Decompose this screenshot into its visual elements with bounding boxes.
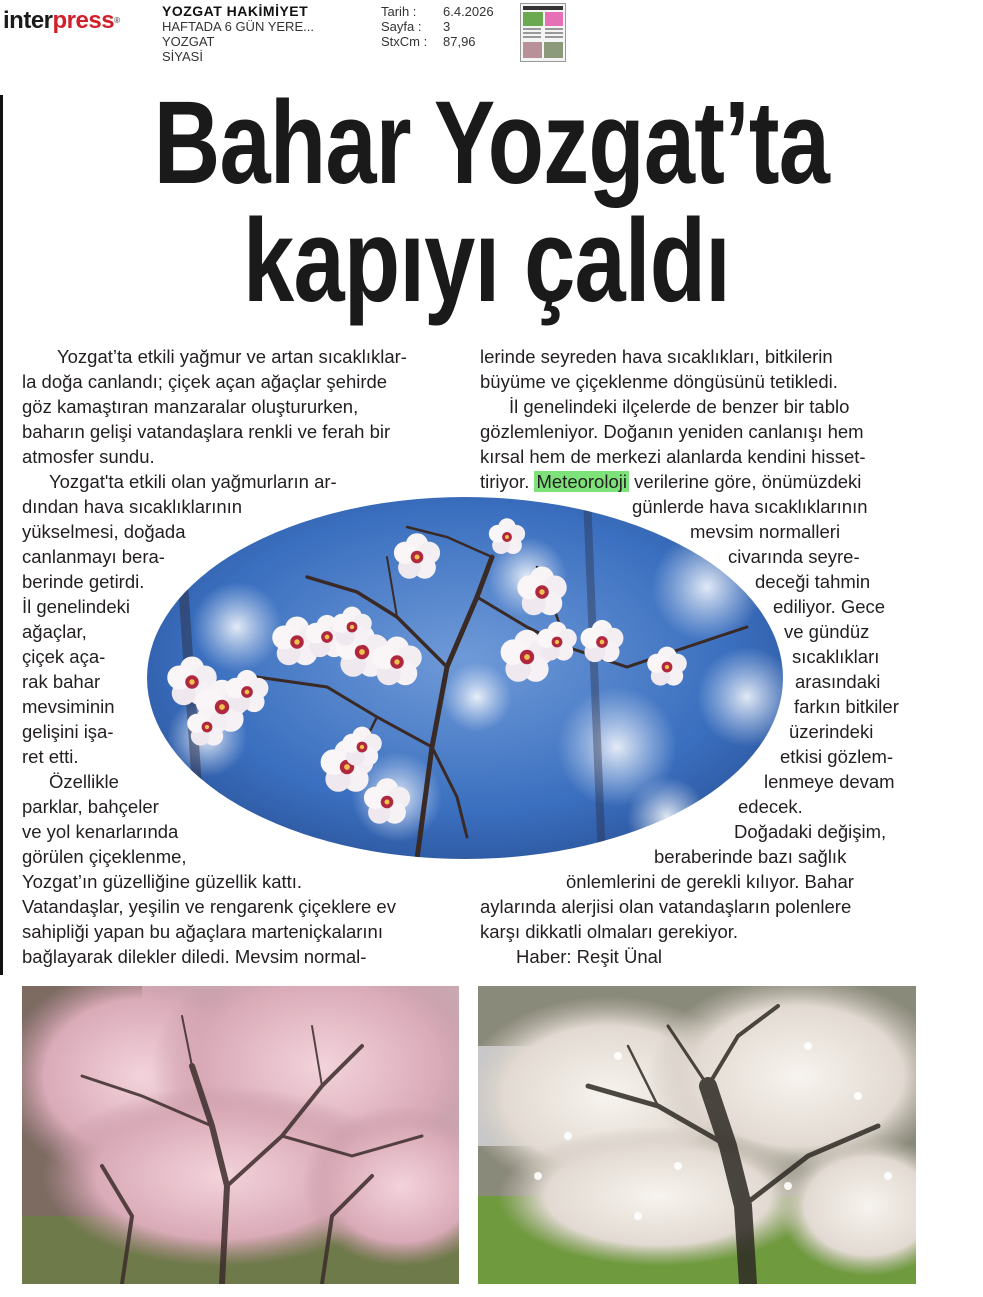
article-line: İl genelindeki [22, 596, 130, 617]
article-line: aylarında alerjisi olan vatandaşların polenlere [480, 896, 852, 917]
article-line: atmosfer sundu. [22, 446, 155, 467]
article-line: sıcaklıkları [792, 646, 880, 667]
article-line: Doğadaki değişim, [734, 821, 887, 842]
page-label: Sayfa : [381, 19, 422, 34]
article-line: gözlemleniyor. Doğanın yeniden canlanışı hem [480, 421, 864, 442]
article-line: sahipliği yapan bu ağaçlara marteniçkalarını [22, 921, 383, 942]
article-line: canlanmayı bera- [22, 546, 165, 567]
page-value: 3 [443, 19, 451, 34]
pink-blossom-tree-photo [22, 986, 459, 1284]
article-line: Yozgat’ta etkili yağmur ve artan sıcaklıklar- [57, 346, 407, 367]
page-thumbnail-icon[interactable] [520, 3, 566, 62]
article-line: büyüme ve çiçeklenme döngüsünü tetikledi. [480, 371, 838, 392]
clip-metadata [381, 4, 494, 49]
article-line: berinde getirdi. [22, 571, 145, 592]
stxcm-value: 87,96 [443, 34, 476, 49]
date-label: Tarih : [381, 4, 417, 19]
article-line: İl genelindeki ilçelerde de benzer bir tablo [509, 396, 850, 417]
article-line: ret etti. [22, 746, 79, 767]
article-line: mevsim normalleri [690, 521, 841, 542]
publication-info [162, 4, 314, 64]
article-line: bağlayarak dilekler diledi. Mevsim normal- [22, 946, 367, 967]
article-line: arasındaki [795, 671, 881, 692]
publication-frequency: HAFTADA 6 GÜN YERE... [162, 19, 314, 34]
article-line: ve gündüz [784, 621, 870, 642]
blossom-branch-photo [147, 497, 783, 859]
article-line: yükselmesi, doğada [22, 521, 186, 542]
article-line: görülen çiçeklenme, [22, 846, 187, 867]
article-line: la doğa canlandı; çiçek açan ağaçlar şehirde [22, 371, 388, 392]
article-line: günlerde hava sıcaklıklarının [632, 496, 868, 517]
publication-city: YOZGAT [162, 34, 215, 49]
article-line: dından hava sıcaklıklarının [22, 496, 243, 517]
interpress-logo: interpress® [3, 7, 120, 34]
article-line: karşı dikkatli olmaları gerekiyor. [480, 921, 739, 942]
article-line: baharın gelişi vatandaşlara renkli ve ferah bir [22, 421, 391, 442]
headline-line-2: kapıyı çaldı [243, 195, 730, 327]
byline: Haber: Reşit Ünal [516, 946, 663, 967]
headline-line-1: Bahar Yozgat’ta [153, 77, 830, 209]
article-line: kırsal hem de merkezi alanlarda kendini hisset- [480, 446, 866, 467]
article-line: rak bahar [22, 671, 101, 692]
article-line: Yozgat'ta etkili olan yağmurların ar- [49, 471, 337, 492]
article-line: deceği tahmin [755, 571, 871, 592]
headline [0, 77, 983, 327]
article-line: önlemlerini de gerekli kılıyor. Bahar [566, 871, 854, 892]
article-line: Yozgat’ın güzelliğine güzellik kattı. [22, 871, 303, 892]
article-line: beraberinde bazı sağlık [654, 846, 847, 867]
article-line: civarında seyre- [728, 546, 860, 567]
article-line: lenmeye devam [764, 771, 895, 792]
article-line: gelişini işa- [22, 721, 114, 742]
article-line: edecek. [738, 796, 803, 817]
article-line: Vatandaşlar, yeşilin ve rengarenk çiçeklere ev [22, 896, 396, 917]
article-line: göz kamaştıran manzaralar oluştururken, [22, 396, 359, 417]
article-line: ediliyor. Gece [773, 596, 886, 617]
article-line: lerinde seyreden hava sıcaklıkları, bitkilerin [480, 346, 833, 367]
article-line: Özellikle [49, 771, 119, 792]
paper-name: YOZGAT HAKİMİYET [162, 3, 309, 19]
article-line: etkisi gözlem- [780, 746, 894, 767]
article-line: üzerindeki [789, 721, 874, 742]
article-line: ağaçlar, [22, 621, 87, 642]
article-line: farkın bitkiler [794, 696, 899, 717]
article-line: parklar, bahçeler [22, 796, 159, 817]
white-blossom-tree-photo [478, 986, 916, 1284]
article-line: ve yol kenarlarında [22, 821, 179, 842]
highlighted-keyword: Meteoroloji [536, 471, 627, 492]
article-line: mevsiminin [22, 696, 115, 717]
stxcm-label: StxCm : [381, 34, 428, 49]
publication-category: SİYASİ [162, 49, 203, 64]
article-line: tiriyor. Meteoroloji verilerine göre, önümüzdeki [480, 471, 862, 492]
article-line: çiçek aça- [22, 646, 106, 667]
date-value: 6.4.2026 [443, 4, 494, 19]
